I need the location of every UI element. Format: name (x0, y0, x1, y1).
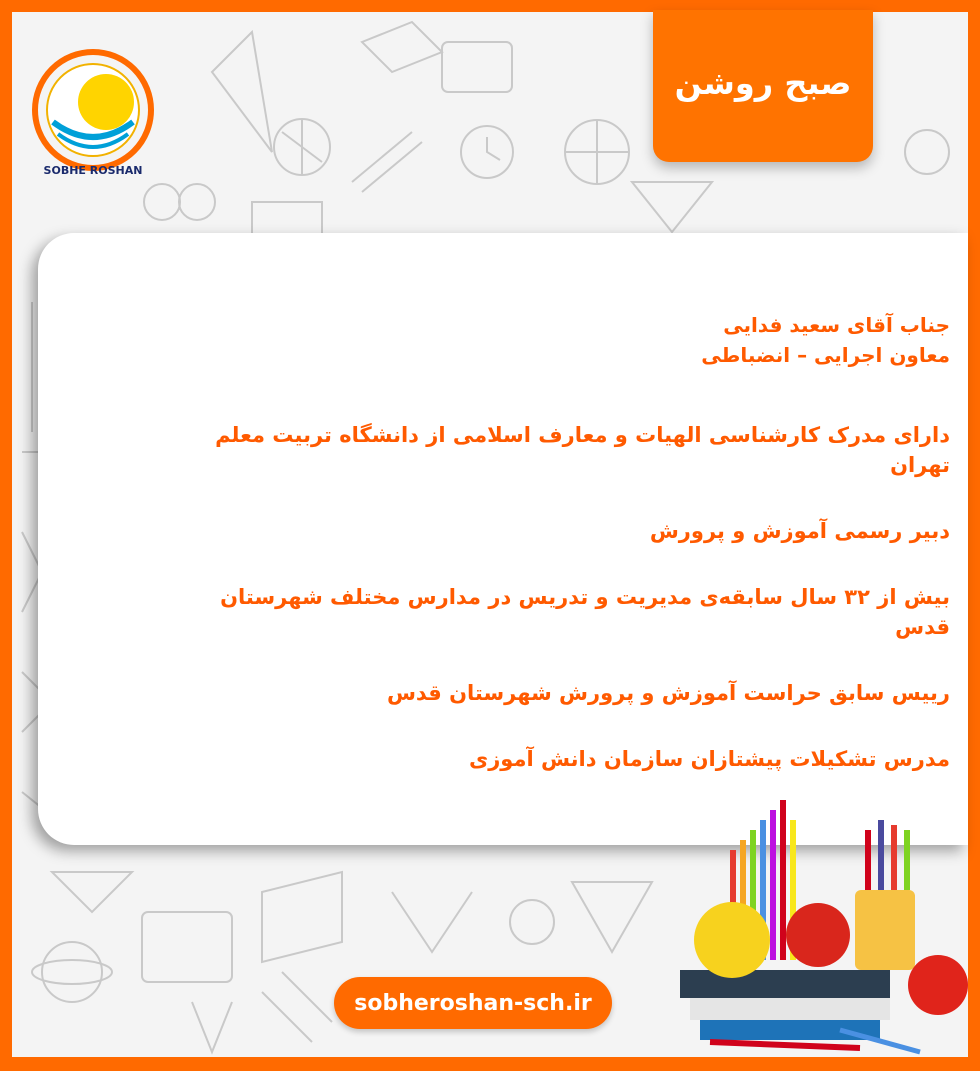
header-badge (653, 10, 873, 162)
profile-item-degree: دارای مدرک کارشناسی الهیات و معارف اسلامی از دانشگاه تربیت معلم تهران (215, 423, 950, 477)
school-logo (28, 42, 158, 202)
school-supplies-illustration (670, 780, 970, 1058)
profile-item-experience: بیش از ۳۲ سال سابقه‌ی مدیریت و تدریس در مدارس مختلف شهرستان قدس (220, 585, 950, 639)
profile-item-security: رییس سابق حراست آموزش و پرورش شهرستان قدس (386, 681, 950, 705)
brand-title: صبح روشن (674, 64, 852, 102)
profile-item-teacher: دبیر رسمی آموزش و پرورش (649, 519, 950, 543)
profile-item-instructor: مدرس تشکیلات پیشتازان سازمان دانش آموزی (468, 747, 950, 771)
profile-name: جناب آقای سعید فدایی (723, 313, 950, 337)
profile-content (210, 310, 950, 774)
profile-role: معاون اجرایی – انضباطی (701, 343, 950, 367)
logo-caption: SOBHE ROSHAN (43, 164, 143, 177)
website-link[interactable]: sobheroshan-sch.ir (334, 977, 612, 1029)
